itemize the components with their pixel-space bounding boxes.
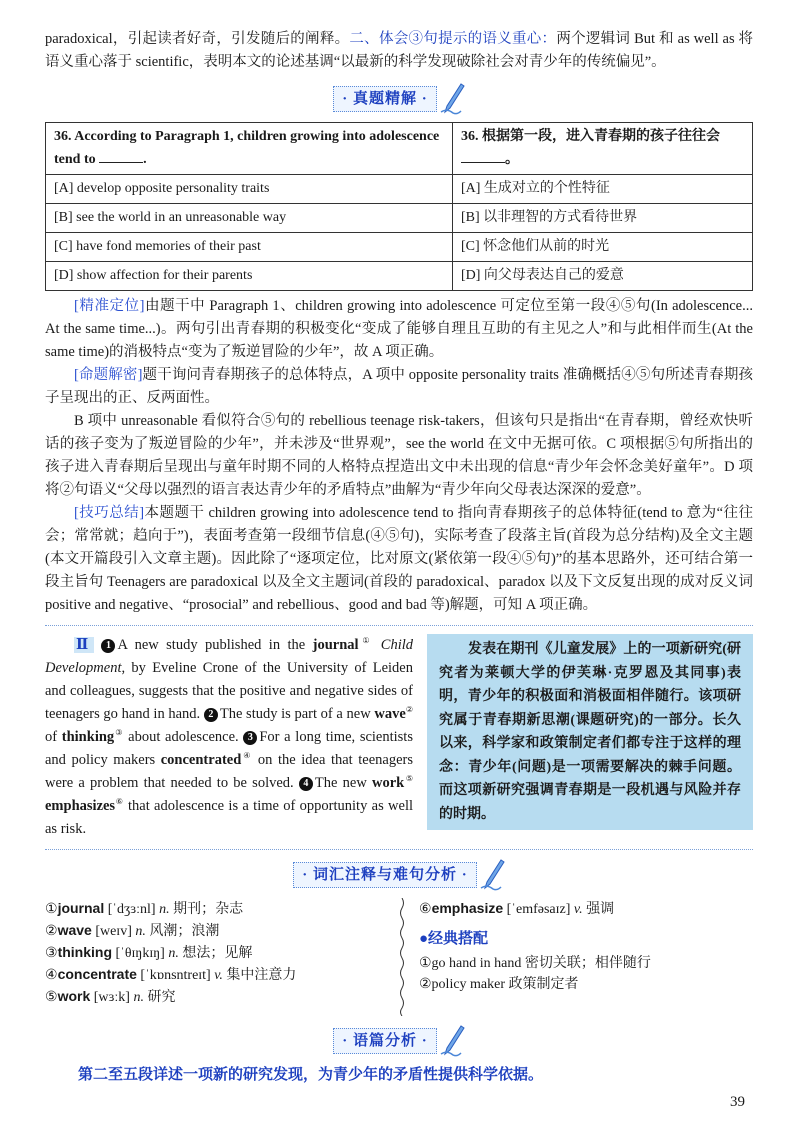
vocab-item xyxy=(45,898,385,920)
section-header-discourse xyxy=(45,1024,753,1058)
answer-blank xyxy=(99,148,143,163)
meaning: 研究 xyxy=(143,990,176,1005)
num: ② xyxy=(45,924,58,939)
ipa: [wɜːk] xyxy=(90,990,134,1005)
section-header-real-question xyxy=(45,82,753,116)
stem-end: 。 xyxy=(505,152,519,167)
ipa: [ˈθɪŋkɪŋ] xyxy=(112,946,169,961)
option-en: [C] have fond memories of their past xyxy=(46,233,453,262)
vocab-item xyxy=(419,898,753,920)
section-title: · 词汇注释与难句分析 · xyxy=(293,862,477,888)
word: journal xyxy=(57,900,105,916)
text: about adolescence. xyxy=(123,729,244,745)
analysis-paragraph xyxy=(45,364,753,410)
word: work xyxy=(57,988,91,1004)
vocab-word: thinking xyxy=(61,729,115,745)
analysis-paragraph xyxy=(45,295,753,364)
pos: n. xyxy=(135,924,146,939)
question-stem-en xyxy=(46,123,453,175)
pen-icon xyxy=(439,1024,465,1058)
passage-translation: 发表在期刊《儿童发展》上的一项新研究(研究者为莱顿大学的伊芙琳·克罗恩及其同事)表明，青少年的积极面和消极面相伴随行。该项研究属于青春期新思潮(课题研究)的一部分。长久以来，科学家和政策制定者们都专注于这样的理念：青少年(问题)是一项需要解决的棘手问题。而这项新研究强调青春期是一段机遇与风险并存的时期。 xyxy=(427,634,753,830)
section-title: · 真题精解 · xyxy=(333,86,437,112)
option-zh: [B] 以非理智的方式看待世界 xyxy=(453,204,753,233)
analysis-paragraph xyxy=(45,410,753,502)
num: ⑥ xyxy=(419,902,432,917)
pen-icon xyxy=(479,858,505,892)
sentence-number: 1 xyxy=(101,639,115,653)
option-zh: [C] 怀念他们从前的时光 xyxy=(453,233,753,262)
section-header-vocab xyxy=(45,858,753,892)
option-zh: [D] 向父母表达自己的爱意 xyxy=(453,262,753,291)
section-roman-numeral: Ⅱ xyxy=(76,637,93,653)
pen-icon xyxy=(439,82,465,116)
vocab-word: work xyxy=(372,775,405,791)
sentence-number: 3 xyxy=(243,731,257,745)
meaning: 风潮；浪潮 xyxy=(145,924,220,939)
pos: n. xyxy=(133,990,144,1005)
vocab-item xyxy=(45,986,385,1008)
sentence-number: 2 xyxy=(204,708,218,722)
num: ① xyxy=(45,902,58,917)
passage-section xyxy=(45,634,753,841)
vocab-section xyxy=(45,898,753,1016)
collocation-item: ①go hand in hand 密切关联；相伴随行 xyxy=(419,956,651,971)
option-en: [A] develop opposite personality traits xyxy=(46,175,453,204)
meaning: 想法；见解 xyxy=(178,946,253,961)
vocab-word: journal xyxy=(312,637,359,653)
text xyxy=(373,637,380,653)
divider xyxy=(45,625,753,626)
question-table xyxy=(45,122,753,291)
vocab-item xyxy=(45,964,385,986)
word: concentrate xyxy=(57,966,137,982)
vocab-list-left xyxy=(45,898,385,1016)
intro-text-2: 两个逻辑词 But 和 as well as 将语义重心落于 scientific，表明本文的论述基调“以最新的科学发现破除社会对青少年的传统偏见”。 xyxy=(45,31,753,70)
divider xyxy=(45,849,753,850)
analysis-label: [技巧总结] xyxy=(74,505,145,521)
question-stem-zh xyxy=(453,123,753,175)
question-stem-row xyxy=(46,123,753,175)
meaning: 强调 xyxy=(582,902,615,917)
analysis-text: 本题题干 children growing into adolescence tend to 指向青春期孩子的总体特征(tend to 意为“往往会；常常就；趋向于”)，表面考查第一段细节信息(④⑤句)，实际考查了段落主旨(首段为总分结构)及全文主题(本文开篇段引入文章主题)。因此除了“逐项定位，比对原文(紧依第一段④⑤句)”的基本思路外，还可结合第一段主旨句 Teenagers are paradoxical 以及全文主题词(首段的 paradoxical、paradox 以及下文反复出现的成对反义词 positive and negative、“prosocial” and rebellious、good and bad 等)解题，可知 A 项正确。 xyxy=(45,505,753,613)
vocab-word: concentrated xyxy=(160,752,242,768)
vocab-item xyxy=(45,920,385,942)
option-en: [D] show affection for their parents xyxy=(46,262,453,291)
option-row-d xyxy=(46,262,753,291)
answer-blank xyxy=(461,148,505,163)
footnote-mark: ③ xyxy=(114,728,124,738)
text: , by Eveline Crone of the University of Leiden and colleagues, suggests that the positive and negative sides of teenagers go hand in hand. xyxy=(45,660,413,722)
ipa: [ˈdʒɜːnl] xyxy=(104,902,160,917)
ipa: [weɪv] xyxy=(91,924,136,939)
text: The new xyxy=(314,775,372,791)
passage-english xyxy=(45,634,413,841)
analysis-label: [命题解密] xyxy=(74,367,143,383)
word: emphasize xyxy=(431,900,504,916)
option-en: [B] see the world in an unreasonable way xyxy=(46,204,453,233)
footnote-mark: ④ xyxy=(241,751,253,761)
analysis-text: B 项中 unreasonable 看似符合⑤句的 rebellious teenage risk-takers，但该句只是指出“在青春期，曾经欢快听话的孩子变为了叛逆冒险的少年”，并未涉及“世界观”，see the world 在文中无据可依。C 项根据⑤句所指出的孩子进入青春期后呈现出与童年时期不同的人格特点捏造出文中未出现的信息“青少年会怀念美好童年”。D 项将②句语义“父母以强烈的语言表达青少年的矛盾特点”曲解为“青少年向父母表达深深的爱意”。 xyxy=(45,413,753,498)
collocation-item: ②policy maker 政策制定者 xyxy=(419,977,579,992)
analysis-paragraph xyxy=(45,502,753,617)
num: ③ xyxy=(45,946,58,961)
footnote-mark: ① xyxy=(358,636,374,646)
option-row-b xyxy=(46,204,753,233)
ipa: [ˈkɒnsntreɪt] xyxy=(136,968,215,983)
intro-highlight: 二、体会③句提示的语义重心： xyxy=(349,31,557,47)
vocab-word: wave xyxy=(374,706,406,722)
analysis-text: 由题干中 Paragraph 1、children growing into adolescence 可定位至第一段④⑤句(In adolescence... At the same time...)。两句引出青春期的积极变化“变成了能够自理且互助的有主见之人”和与此相伴而生(At the same time)的消极特点“变为了叛逆冒险的少年”，故 A 项正确。 xyxy=(45,298,753,360)
ipa: [ˈemfəsaɪz] xyxy=(503,902,574,917)
journal-title: Child Development xyxy=(45,637,414,676)
text: The study is part of a new xyxy=(219,706,375,722)
option-row-a xyxy=(46,175,753,204)
pos: n. xyxy=(159,902,170,917)
word: wave xyxy=(57,922,92,938)
intro-text: paradoxical，引起读者好奇，引发随后的阐释。 xyxy=(45,31,350,47)
analysis-text: 题干询问青春期孩子的总体特点，A 项中 opposite personality traits 准确概括④⑤句所述青春期孩子呈现出的正、反两面性。 xyxy=(45,367,753,406)
num: ⑤ xyxy=(45,990,58,1005)
stem-end: . xyxy=(143,152,147,167)
collocation-title: ●经典搭配 xyxy=(419,931,489,947)
meaning: 集中注意力 xyxy=(222,968,297,983)
option-zh: [A] 生成对立的个性特征 xyxy=(453,175,753,204)
pos: n. xyxy=(168,946,179,961)
stem-zh-text: 36. 根据第一段，进入青春期的孩子往往会 xyxy=(461,129,720,144)
footnote-mark: ② xyxy=(405,705,413,715)
text: of xyxy=(45,729,62,745)
footnote-mark: ⑤ xyxy=(404,774,413,784)
stem-en-text: 36. According to Paragraph 1, children growing into adolescence tend to xyxy=(54,129,440,167)
intro-paragraph xyxy=(45,28,753,74)
num: ④ xyxy=(45,968,58,983)
vocab-item xyxy=(45,942,385,964)
text: on the idea that teenagers were a problem that needed to be solved. xyxy=(45,752,413,791)
analysis-block xyxy=(45,295,753,617)
page-number: 39 xyxy=(730,1094,745,1110)
text: that adolescence is a time of opportunity as well as risk. xyxy=(45,798,414,837)
vocab-word: emphasizes xyxy=(45,798,116,814)
pos: v. xyxy=(573,902,583,917)
footnote-mark: ⑥ xyxy=(115,797,124,807)
text: A new study published in the xyxy=(117,637,313,653)
word: thinking xyxy=(57,944,112,960)
text: For a long time, scientists and policy makers xyxy=(45,729,413,768)
wavy-divider xyxy=(399,898,405,1016)
option-row-c xyxy=(46,233,753,262)
sentence-number: 4 xyxy=(299,777,313,791)
section-title: · 语篇分析 · xyxy=(333,1028,437,1054)
vocab-list-right xyxy=(419,898,753,1016)
meaning: 期刊；杂志 xyxy=(169,902,244,917)
discourse-summary: 第二至五段详述一项新的研究发现，为青少年的矛盾性提供科学依据。 xyxy=(78,1067,544,1083)
analysis-label: [精准定位] xyxy=(74,298,145,314)
pos: v. xyxy=(214,968,223,983)
